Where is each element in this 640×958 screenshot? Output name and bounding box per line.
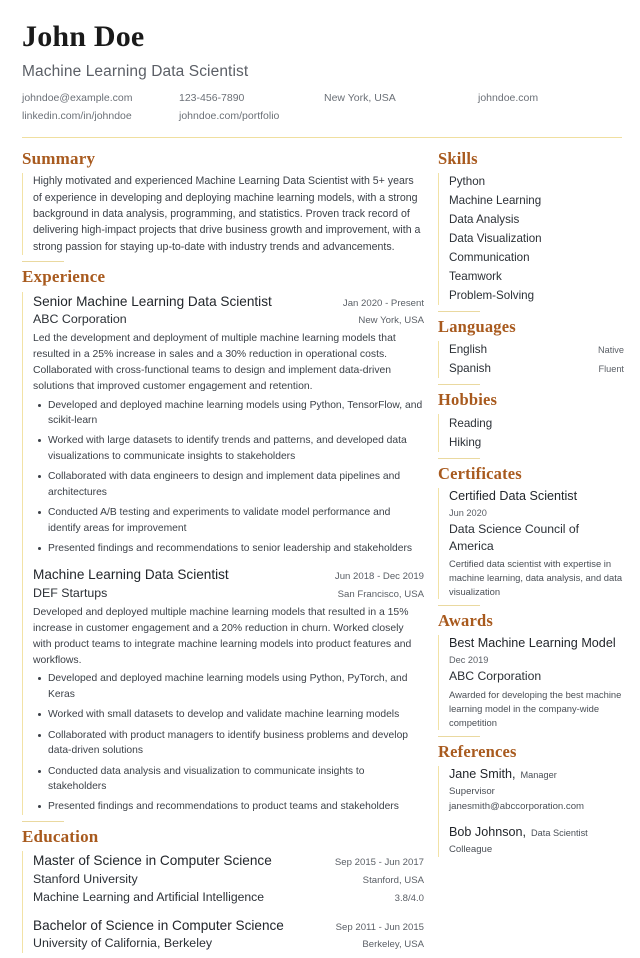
education-school-row xyxy=(33,935,424,953)
award-issuer: ABC Corporation xyxy=(449,669,542,684)
section-awards xyxy=(438,605,624,730)
experience-company: DEF Startups xyxy=(33,586,108,601)
resume-body xyxy=(22,149,622,958)
section-references xyxy=(438,736,624,857)
section-hobbies xyxy=(438,384,624,452)
experience-position: Machine Learning Data Scientist xyxy=(33,567,229,583)
experience-location: New York, USA xyxy=(358,315,424,327)
contact-list xyxy=(22,92,622,124)
list-item: Developed and deployed machine learning models using Python, TensorFlow, and scikit-learn xyxy=(48,398,424,429)
reference-role: Manager xyxy=(520,769,557,780)
header-divider xyxy=(22,137,622,138)
award-name: Best Machine Learning Model xyxy=(449,636,616,651)
list-item: Data Analysis xyxy=(449,213,520,227)
experience-dates: Jan 2020 - Present xyxy=(342,297,424,309)
section-languages xyxy=(438,311,624,378)
reference-name: Bob Johnson, xyxy=(449,824,527,839)
awards-list xyxy=(438,635,624,730)
certificate-name: Certified Data Scientist xyxy=(449,488,578,503)
certificate-description: Certified data scientist with expertise in machine learning, data analysis, and data visualization xyxy=(449,557,623,598)
experience-position: Senior Machine Learning Data Scientist xyxy=(33,293,272,309)
certificate-date: Jun 2020 xyxy=(449,507,487,518)
section-title-certificates: Certificates xyxy=(438,463,522,483)
section-title-experience: Experience xyxy=(22,267,106,287)
section-title-education: Education xyxy=(22,826,99,846)
experience-company-row xyxy=(33,585,424,603)
experience-description: Developed and deployed multiple machine learning models that resulted in a 15% increase in customer engagement and a 20% reduction in churn. Worked closely with product teams to integrate machine learning models into product features and workflows. xyxy=(33,607,412,666)
contact-email[interactable]: johndoe@example.com xyxy=(22,91,133,104)
experience-dates: Jun 2018 - Dec 2019 xyxy=(334,571,424,583)
list-item: Teamwork xyxy=(449,269,502,283)
education-dates: Sep 2015 - Jun 2017 xyxy=(334,857,424,869)
reference-name-row xyxy=(449,824,624,841)
list-item: Python xyxy=(449,175,486,189)
list-item xyxy=(449,360,624,379)
education-location: Stanford, USA xyxy=(362,875,424,886)
certificate-item xyxy=(449,488,624,600)
experience-company: ABC Corporation xyxy=(33,312,127,327)
list-item xyxy=(449,341,624,360)
list-item: Developed and deployed machine learning models using Python, PyTorch, and Keras xyxy=(48,671,424,702)
education-field: Machine Learning and Artificial Intelligence xyxy=(33,889,265,904)
education-degree-row xyxy=(33,916,424,936)
education-location: Berkeley, USA xyxy=(362,939,424,951)
education-degree-row xyxy=(33,851,424,871)
contact-website[interactable]: johndoe.com xyxy=(478,91,539,104)
section-title-skills: Skills xyxy=(438,148,478,168)
section-title-references: References xyxy=(438,742,517,762)
experience-title-row xyxy=(33,565,424,585)
education-entry xyxy=(33,916,424,954)
contact-portfolio[interactable]: johndoe.com/portfolio xyxy=(179,110,280,123)
section-title-summary: Summary xyxy=(22,148,96,168)
reference-item xyxy=(449,824,624,857)
section-rule-certificates xyxy=(438,458,480,459)
list-item: Data Visualization xyxy=(449,231,542,245)
candidate-name: John Doe xyxy=(22,20,145,53)
language-name: English xyxy=(449,343,488,357)
language-name: Spanish xyxy=(449,361,491,375)
list-item: Conducted data analysis and visualization to communicate insights to stakeholders xyxy=(48,764,424,795)
education-field-row xyxy=(33,889,424,907)
section-summary xyxy=(22,149,424,255)
resume-header xyxy=(22,20,622,128)
list-item: Presented findings and recommendations to senior leadership and stakeholders xyxy=(48,541,424,556)
contact-phone[interactable]: 123-456-7890 xyxy=(179,91,245,104)
reference-relationship: Supervisor xyxy=(449,785,495,797)
section-rule-references xyxy=(438,736,480,737)
summary-text: Highly motivated and experienced Machine Learning Data Scientist with 5+ years of experience in developing and deploying machine learning models, with a strong background in data analysis, programming, and statistics. Proven track record of delivering high-impact projects that drive business growth and improvement, with a strong passion for staying up-to-date with industry trends and advancements. xyxy=(33,175,421,253)
reference-item xyxy=(449,766,624,815)
experience-entry xyxy=(33,565,424,814)
experience-list xyxy=(22,292,424,815)
education-dates: Sep 2011 - Jun 2015 xyxy=(335,921,424,933)
hobbies-list xyxy=(438,414,624,452)
contact-linkedin[interactable]: linkedin.com/in/johndoe xyxy=(22,110,132,123)
education-gpa: 3.8/4.0 xyxy=(394,892,424,904)
education-list xyxy=(22,851,424,953)
section-skills xyxy=(438,149,624,306)
reference-relationship: Colleague xyxy=(449,843,493,855)
education-entry xyxy=(33,851,424,906)
summary-body xyxy=(22,173,424,255)
award-date: Dec 2019 xyxy=(449,655,489,666)
education-school: University of California, Berkeley xyxy=(33,936,213,951)
award-item xyxy=(449,635,624,730)
left-column xyxy=(22,149,424,958)
reference-role: Data Scientist xyxy=(531,827,588,838)
education-school-row xyxy=(33,871,424,889)
list-item: Hiking xyxy=(449,435,482,449)
list-item: Communication xyxy=(449,250,530,264)
experience-highlights xyxy=(33,398,424,557)
experience-location: San Francisco, USA xyxy=(337,589,424,601)
languages-list xyxy=(438,341,624,378)
section-title-awards: Awards xyxy=(438,611,493,631)
reference-email[interactable]: janesmith@abccorporation.com xyxy=(449,801,585,813)
section-title-hobbies: Hobbies xyxy=(438,390,498,410)
section-certificates xyxy=(438,458,624,599)
list-item: Worked with small datasets to develop and validate machine learning models xyxy=(48,707,424,722)
list-item: Problem-Solving xyxy=(449,288,535,302)
award-description: Awarded for developing the best machine learning model in the company-wide competition xyxy=(449,688,622,729)
list-item: Machine Learning xyxy=(449,194,542,208)
contact-location: New York, USA xyxy=(324,91,396,104)
experience-highlights xyxy=(33,671,424,815)
section-title-languages: Languages xyxy=(438,317,516,337)
list-item: Collaborated with product managers to identify business problems and develop data-driven solutions xyxy=(48,728,424,759)
list-item: Worked with large datasets to identify trends and patterns, and developed data visualizations to communicate insights to stakeholders xyxy=(48,433,424,464)
reference-name: Jane Smith, xyxy=(449,766,516,781)
references-list xyxy=(438,766,624,857)
section-rule-awards xyxy=(438,605,480,606)
section-rule-experience xyxy=(22,261,64,262)
experience-entry xyxy=(33,292,424,557)
section-rule-hobbies xyxy=(438,384,480,385)
language-level: Fluent xyxy=(598,363,624,374)
right-column xyxy=(438,149,624,862)
list-item: Presented findings and recommendations to product teams and stakeholders xyxy=(48,799,424,814)
education-degree: Bachelor of Science in Computer Science xyxy=(33,917,284,933)
experience-title-row xyxy=(33,292,424,312)
list-item: Collaborated with data engineers to design and implement data pipelines and architectures xyxy=(48,469,424,500)
candidate-headline: Machine Learning Data Scientist xyxy=(22,62,249,80)
section-experience xyxy=(22,261,424,815)
section-education xyxy=(22,821,424,953)
education-school: Stanford University xyxy=(33,872,138,886)
experience-description: Led the development and deployment of multiple machine learning models that resulted in a 25% increase in sales and a 30% reduction in operational costs. Collaborated with cross-functional teams to design and implement data-driven solutions that improved customer engagement and retention. xyxy=(33,333,396,392)
section-rule-languages xyxy=(438,311,480,312)
language-level: Native xyxy=(597,345,624,356)
education-degree: Master of Science in Computer Science xyxy=(33,853,272,869)
certificates-list xyxy=(438,488,624,600)
reference-name-row xyxy=(449,766,624,783)
section-rule-education xyxy=(22,821,64,822)
certificate-issuer: Data Science Council of America xyxy=(449,522,580,553)
experience-company-row xyxy=(33,311,424,329)
skills-list xyxy=(438,173,624,306)
list-item: Conducted A/B testing and experiments to validate model performance and identify areas for improvement xyxy=(48,505,424,536)
list-item: Reading xyxy=(449,416,493,430)
